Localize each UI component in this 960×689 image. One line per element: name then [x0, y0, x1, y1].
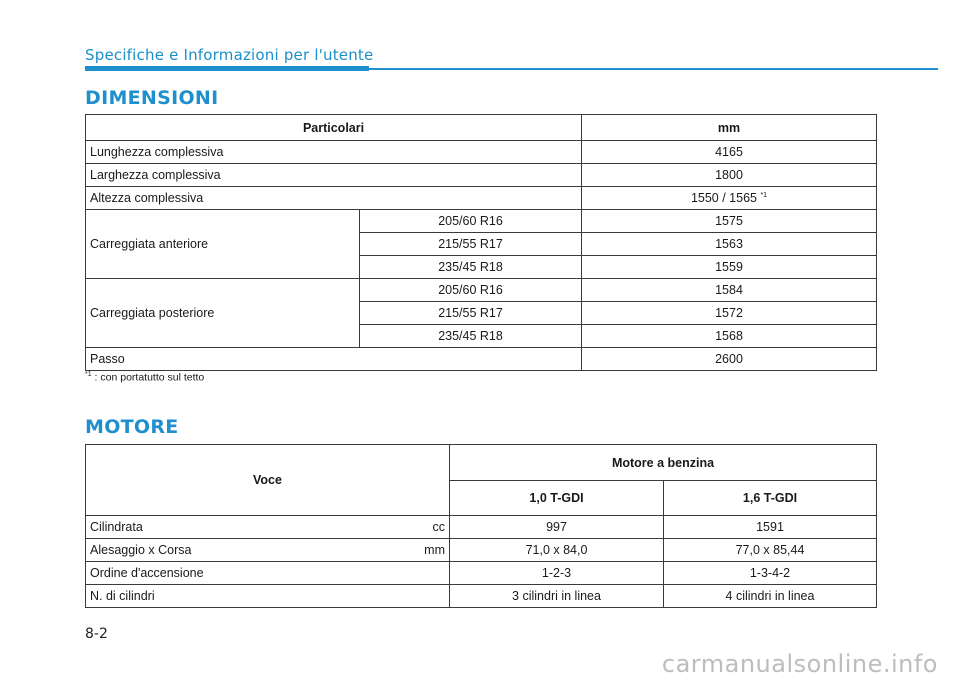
table-row [86, 279, 877, 302]
tyre-size: 235/45 R18 [360, 256, 582, 279]
row-value: 3 cilindri in linea [450, 585, 664, 608]
row-label: Passo [86, 348, 582, 371]
row-unit: mm [424, 543, 445, 557]
row-value: 1-2-3 [450, 562, 664, 585]
row-value: 1563 [582, 233, 877, 256]
table-header-row [86, 115, 877, 141]
row-value: 2600 [582, 348, 877, 371]
row-value: 997 [450, 516, 664, 539]
row-unit: cc [432, 520, 445, 534]
column-header-voce: Voce [86, 445, 450, 516]
column-header-mm: mm [582, 115, 877, 141]
watermark: carmanualsonline.info [661, 650, 938, 678]
dimensions-title: DIMENSIONI [85, 87, 219, 109]
table-header-row [86, 445, 877, 481]
table-row [86, 164, 877, 187]
page-number: 8-2 [85, 626, 108, 642]
row-label-cell [86, 516, 450, 539]
tyre-size: 215/55 R17 [360, 233, 582, 256]
engine-table [85, 444, 877, 608]
row-label: Lunghezza complessiva [86, 141, 582, 164]
footnote [85, 371, 204, 384]
row-label: Cilindrata [90, 520, 143, 534]
row-value: 1568 [582, 325, 877, 348]
footnote-text: : con portatutto sul tetto [91, 371, 205, 384]
table-row [86, 210, 877, 233]
tyre-size: 205/60 R16 [360, 210, 582, 233]
engine-title: MOTORE [85, 416, 179, 438]
row-value [582, 187, 877, 210]
column-header-engine-a: 1,0 T-GDI [450, 481, 664, 516]
row-value: 1559 [582, 256, 877, 279]
row-label: Carreggiata posteriore [86, 279, 360, 348]
row-label-cell [86, 539, 450, 562]
row-value: 1-3-4-2 [664, 562, 877, 585]
table-row [86, 562, 877, 585]
row-label-cell [86, 585, 450, 608]
chapter-title-bar [85, 66, 369, 71]
dimensions-table [85, 114, 877, 371]
row-label: Altezza complessiva [86, 187, 582, 210]
row-value: 4 cilindri in linea [664, 585, 877, 608]
column-header-engine-group: Motore a benzina [450, 445, 877, 481]
height-value: 1550 / 1565 [690, 191, 761, 205]
chapter-title: Specifiche e Informazioni per l'utente [85, 46, 374, 64]
row-value: 1584 [582, 279, 877, 302]
table-row [86, 187, 877, 210]
tyre-size: 205/60 R16 [360, 279, 582, 302]
chapter-title-rule [369, 68, 938, 70]
column-header-engine-b: 1,6 T-GDI [664, 481, 877, 516]
tyre-size: 215/55 R17 [360, 302, 582, 325]
row-value: 1575 [582, 210, 877, 233]
footnote-mark: *1 [760, 191, 768, 199]
row-label: N. di cilindri [90, 589, 155, 603]
row-value: 4165 [582, 141, 877, 164]
row-value: 1591 [664, 516, 877, 539]
row-label: Ordine d'accensione [90, 566, 204, 580]
column-header-particolari: Particolari [86, 115, 582, 141]
table-row [86, 585, 877, 608]
row-value: 71,0 x 84,0 [450, 539, 664, 562]
table-row [86, 516, 877, 539]
footnote-mark: *1 [85, 371, 92, 378]
row-value: 1572 [582, 302, 877, 325]
table-row [86, 348, 877, 371]
row-label: Carreggiata anteriore [86, 210, 360, 279]
row-label: Larghezza complessiva [86, 164, 582, 187]
row-label-cell [86, 562, 450, 585]
table-row [86, 141, 877, 164]
tyre-size: 235/45 R18 [360, 325, 582, 348]
row-label: Alesaggio x Corsa [90, 543, 192, 557]
table-row [86, 539, 877, 562]
row-value: 1800 [582, 164, 877, 187]
row-value: 77,0 x 85,44 [664, 539, 877, 562]
